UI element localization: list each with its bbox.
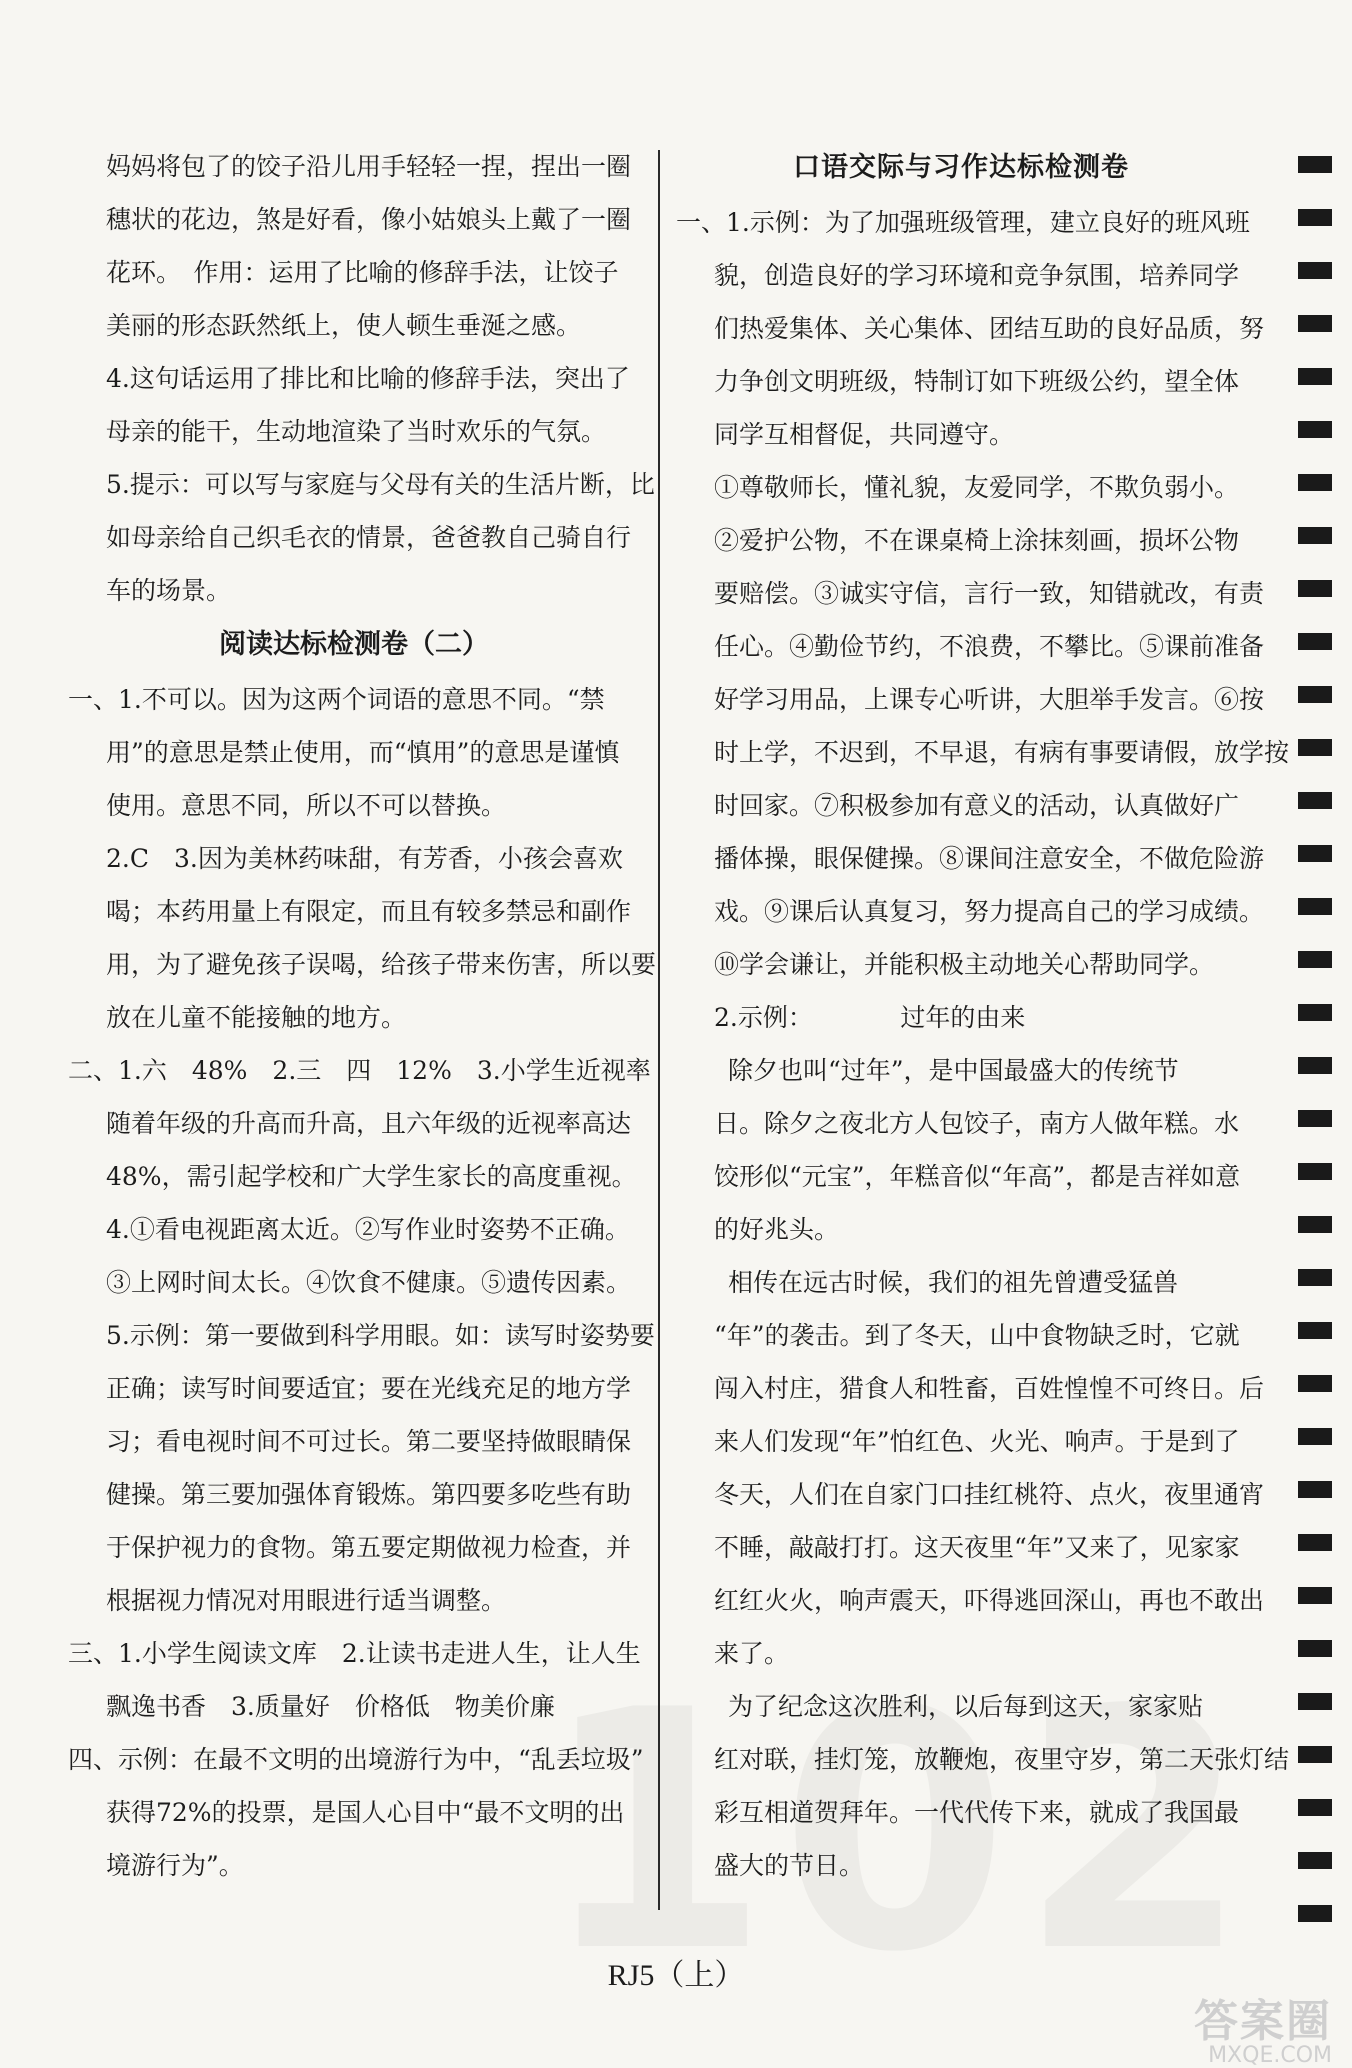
text-line: 盛大的节日。 <box>714 1851 865 1880</box>
edge-mark <box>1298 156 1332 173</box>
text-line: 5.提示：可以写与家庭与父母有关的生活片断，比 <box>106 470 655 499</box>
text-line: 飘逸书香 3.质量好 价格低 物美价廉 <box>106 1692 555 1721</box>
text-line: 日。除夕之夜北方人包饺子，南方人做年糕。水 <box>714 1109 1240 1138</box>
text-line: 冬天，人们在自家门口挂红桃符、点火，夜里通宵 <box>714 1480 1265 1509</box>
edge-mark <box>1298 1216 1332 1233</box>
text-line: 美丽的形态跃然纸上，使人顿生垂涎之感。 <box>106 311 582 340</box>
edge-mark <box>1298 898 1332 915</box>
text-line: 们热爱集体、关心集体、团结互助的良好品质，努 <box>714 314 1265 343</box>
text-line: 车的场景。 <box>106 576 232 605</box>
edge-mark <box>1298 1110 1332 1127</box>
text-line: 力争创文明班级，特制订如下班级公约，望全体 <box>714 367 1240 396</box>
text-line: ⑩学会谦让，并能积极主动地关心帮助同学。 <box>714 950 1215 979</box>
text-line: 妈妈将包了的饺子沿儿用手轻轻一捏，捏出一圈 <box>106 152 632 181</box>
text-line: 同学互相督促，共同遵守。 <box>714 420 1015 449</box>
text-line: 任心。④勤俭节约，不浪费，不攀比。⑤课前准备 <box>714 632 1265 661</box>
right-text-block <box>676 196 1290 1892</box>
edge-mark <box>1298 1746 1332 1763</box>
page-footer: RJ5（上） <box>607 1959 745 1992</box>
text-line: 放在儿童不能接触的地方。 <box>106 1003 407 1032</box>
text-line: 一、1.示例：为了加强班级管理，建立良好的班风班 <box>676 208 1250 237</box>
text-line: ①尊敬师长，懂礼貌，友爱同学，不欺负弱小。 <box>714 473 1240 502</box>
edge-mark <box>1298 1428 1332 1445</box>
text-line: 境游行为”。 <box>106 1851 244 1880</box>
text-line: 闯入村庄，猎食人和牲畜，百姓惶惶不可终日。后 <box>714 1374 1265 1403</box>
logo-url: MXQE.COM <box>1208 2043 1332 2068</box>
text-line: 母亲的能干，生动地渲染了当时欢乐的气氛。 <box>106 417 607 446</box>
text-line: 播体操，眼保健操。⑧课间注意安全，不做危险游 <box>714 844 1265 873</box>
edge-mark <box>1298 527 1332 544</box>
text-line: 时上学，不迟到，不早退，有病有事要请假，放学按 <box>714 738 1290 767</box>
edge-mark <box>1298 845 1332 862</box>
text-line: ③上网时间太长。④饮食不健康。⑤遗传因素。 <box>106 1268 632 1297</box>
text-line: 一、1.不可以。因为这两个词语的意思不同。“禁 <box>68 685 605 714</box>
text-line: 获得72%的投票，是国人心目中“最不文明的出 <box>106 1798 625 1827</box>
edge-mark <box>1298 1799 1332 1816</box>
text-line: 除夕也叫“过年”，是中国最盛大的传统节 <box>728 1056 1179 1085</box>
text-line: 用”的意思是禁止使用，而“慎用”的意思是谨慎 <box>106 738 620 767</box>
text-line: 时回家。⑦积极参加有意义的活动，认真做好广 <box>714 791 1240 820</box>
text-line: ②爱护公物，不在课桌椅上涂抹刻画，损坏公物 <box>714 526 1240 555</box>
edge-registration-marks <box>1298 156 1332 1958</box>
text-line: 好学习用品，上课专心听讲，大胆举手发言。⑥按 <box>714 685 1265 714</box>
text-line: 为了纪念这次胜利，以后每到这天，家家贴 <box>728 1692 1204 1721</box>
text-line: 习；看电视时间不可过长。第二要坚持做眼睛保 <box>106 1427 632 1456</box>
edge-mark <box>1298 1375 1332 1392</box>
left-column <box>68 140 657 1892</box>
logo-text: 答案圈 <box>1194 1996 1332 2047</box>
text-line: 喝；本药用量上有限定，而且有较多禁忌和副作 <box>106 897 632 926</box>
edge-mark <box>1298 1905 1332 1922</box>
text-line: 戏。⑨课后认真复习，努力提高自己的学习成绩。 <box>714 897 1265 926</box>
text-line: 2.C 3.因为美林药味甜，有芳香，小孩会喜欢 <box>106 844 623 873</box>
edge-mark <box>1298 474 1332 491</box>
edge-mark <box>1298 1163 1332 1180</box>
text-line: 5.示例：第一要做到科学用眼。如：读写时姿势要 <box>106 1321 655 1350</box>
text-line: 不睡，敲敲打打。这天夜里“年”又来了，见家家 <box>714 1533 1240 1562</box>
text-line: 来了。 <box>714 1639 790 1668</box>
edge-mark <box>1298 951 1332 968</box>
text-line: 三、1.小学生阅读文库 2.让读书走进人生，让人生 <box>68 1639 641 1668</box>
edge-mark <box>1298 1057 1332 1074</box>
text-line: 饺形似“元宝”，年糕音似“年高”，都是吉祥如意 <box>714 1162 1241 1191</box>
edge-mark <box>1298 262 1332 279</box>
edge-mark <box>1298 1534 1332 1551</box>
edge-mark <box>1298 209 1332 226</box>
edge-mark <box>1298 739 1332 756</box>
text-line: 根据视力情况对用眼进行适当调整。 <box>106 1586 507 1615</box>
text-line: 花环。 作用：运用了比喻的修辞手法，让饺子 <box>106 258 619 287</box>
edge-mark <box>1298 686 1332 703</box>
text-line: 于保护视力的食物。第五要定期做视力检查，并 <box>106 1533 632 1562</box>
edge-mark <box>1298 633 1332 650</box>
text-line: 4.①看电视距离太近。②写作业时姿势不正确。 <box>106 1215 630 1244</box>
section-title: 阅读达标检测卷（二） <box>219 629 489 660</box>
text-line: 穗状的花边，煞是好看，像小姑娘头上戴了一圈 <box>106 205 632 234</box>
left-text-block-b <box>68 673 657 1892</box>
right-column <box>676 140 1290 1892</box>
edge-mark <box>1298 1322 1332 1339</box>
edge-mark <box>1298 1004 1332 1021</box>
site-logo <box>1194 1985 1332 2068</box>
edge-mark <box>1298 315 1332 332</box>
text-line: 如母亲给自己织毛衣的情景，爸爸教自己骑自行 <box>106 523 632 552</box>
edge-mark <box>1298 1587 1332 1604</box>
edge-mark <box>1298 792 1332 809</box>
text-line: 彩互相道贺拜年。一代代传下来，就成了我国最 <box>714 1798 1240 1827</box>
text-line: 4.这句话运用了排比和比喻的修辞手法，突出了 <box>106 364 630 393</box>
text-line: 使用。意思不同，所以不可以替换。 <box>106 791 507 820</box>
edge-mark <box>1298 421 1332 438</box>
edge-mark <box>1298 1693 1332 1710</box>
text-line: 相传在远古时候，我们的祖先曾遭受猛兽 <box>728 1268 1179 1297</box>
text-line: 2.示例： 过年的由来 <box>714 1003 1026 1032</box>
edge-mark <box>1298 368 1332 385</box>
text-line: 二、1.六 48% 2.三 四 12% 3.小学生近视率 <box>68 1056 651 1085</box>
edge-mark <box>1298 1852 1332 1869</box>
text-line: 用，为了避免孩子误喝，给孩子带来伤害，所以要 <box>106 950 657 979</box>
text-line: “年”的袭击。到了冬天，山中食物缺乏时，它就 <box>714 1321 1240 1350</box>
edge-mark <box>1298 1640 1332 1657</box>
column-divider <box>658 150 660 1910</box>
section-title: 口语交际与习作达标检测卷 <box>793 152 1129 183</box>
text-line: 正确；读写时间要适宜；要在光线充足的地方学 <box>106 1374 632 1403</box>
text-line: 的好兆头。 <box>714 1215 840 1244</box>
edge-mark <box>1298 1269 1332 1286</box>
text-line: 红红火火，响声震天，吓得逃回深山，再也不敢出 <box>714 1586 1265 1615</box>
left-text-block-a <box>68 140 655 617</box>
text-line: 健操。第三要加强体育锻炼。第四要多吃些有助 <box>106 1480 632 1509</box>
edge-mark <box>1298 580 1332 597</box>
text-line: 随着年级的升高而升高，且六年级的近视率高达 <box>106 1109 632 1138</box>
text-line: 要赔偿。③诚实守信，言行一致，知错就改，有责 <box>714 579 1265 608</box>
text-line: 48%，需引起学校和广大学生家长的高度重视。 <box>106 1162 637 1191</box>
text-line: 来人们发现“年”怕红色、火光、响声。于是到了 <box>714 1427 1240 1456</box>
text-line: 貌，创造良好的学习环境和竞争氛围，培养同学 <box>714 261 1240 290</box>
edge-mark <box>1298 1481 1332 1498</box>
text-line: 红对联，挂灯笼，放鞭炮，夜里守岁，第二天张灯结 <box>714 1745 1290 1774</box>
text-line: 四、示例：在最不文明的出境游行为中，“乱丢垃圾” <box>68 1745 644 1774</box>
